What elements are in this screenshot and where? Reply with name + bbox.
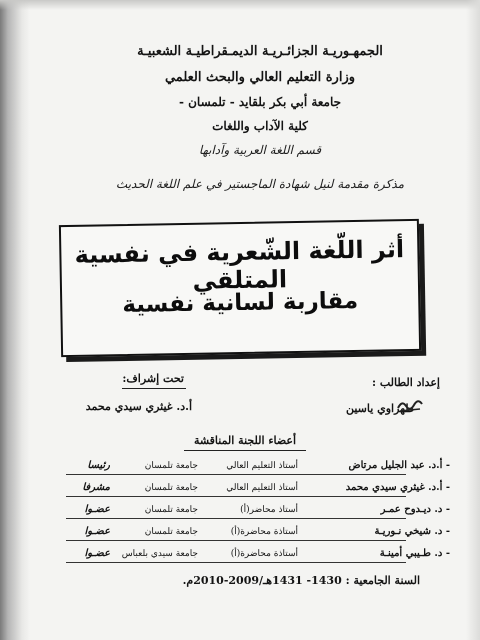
committee-member-rank: أستاذة محاضرة(أ) (230, 549, 298, 559)
committee-member-university: جامعة تلمسان (144, 527, 198, 537)
faculty-line: كلية الآداب واللغات (212, 119, 308, 133)
committee-member-university: جامعة تلمسان (144, 505, 198, 515)
title-frame (59, 219, 421, 357)
committee-member-name: - أ.د. غيثري سيدي محمد (345, 482, 450, 493)
thesis-note: مذكرة مقدمة لنيل شهادة الماجستير في علم اللغة الحديث (115, 177, 405, 191)
committee-member-role: مشرفا (82, 482, 110, 493)
committee-member-university: جامعة تلمسان (144, 461, 198, 471)
scan-shadow-top (0, 0, 480, 10)
department-line: قسم اللغة العربية وآدابها (198, 143, 322, 157)
committee-member-rank: أستاذ التعليم العالي (226, 461, 298, 471)
scan-shadow-left (0, 0, 30, 640)
ministry-line: وزارة التعليم العالي والبحث العلمي (164, 70, 356, 85)
committee-row-rule (66, 540, 406, 541)
student-label: إعداد الطالب : (371, 376, 440, 389)
supervisor-label: تحت إشراف: (122, 372, 184, 385)
university-line: جامعة أبي بكر بلقايد - تلمسان - (178, 95, 342, 109)
thesis-subtitle: مقاربة لسانية نفسية (122, 287, 359, 319)
committee-heading-underline (184, 450, 306, 451)
committee-member-name: - د. شيخي نـوريـة (374, 526, 450, 537)
committee-member-role: عضـوا (84, 548, 110, 559)
committee-row-rule (66, 496, 406, 497)
committee-member-university: جامعة تلمسان (144, 483, 198, 493)
committee-member-university: جامعة سيدي بلعباس (121, 549, 198, 559)
thesis-title: أثر اللّغة الشّعرية في نفسية المتلقي (74, 235, 405, 295)
committee-member-name: - د. طـيبي أمينـة (379, 548, 450, 559)
supervisor-name: أ.د. غيثري سيدي محمد (85, 400, 192, 413)
committee-heading: أعضاء اللجنة المناقشة (193, 434, 297, 447)
committee-member-name: - د. ديـدوح عمـر (380, 504, 450, 515)
student-name: طهراوي ياسين (345, 402, 414, 415)
republic-line: الجمهـوريـة الجزائـريـة الديمـقراطيـة الشعبيـة (137, 44, 383, 59)
committee-member-rank: أستاذ محاضر(أ) (240, 505, 298, 515)
committee-member-role: عضـوا (84, 504, 110, 515)
scan-shadow-right (466, 0, 480, 640)
committee-member-rank: أستاذ التعليم العالي (226, 483, 298, 493)
committee-member-role: رئيسا (87, 460, 110, 471)
committee-row-rule (66, 474, 406, 475)
signature-scribble-icon (396, 398, 424, 414)
committee-member-role: عضـوا (84, 526, 110, 537)
committee-row-rule (66, 562, 406, 563)
committee-member-name: - أ.د. عبد الجليل مرتاض (348, 460, 450, 471)
committee-member-rank: أستاذة محاضرة(أ) (230, 527, 298, 537)
academic-year: السنة الجامعية : 1430- 1431هـ/2009-2010م. (182, 574, 420, 587)
committee-row-rule (66, 518, 406, 519)
supervisor-label-underline (122, 388, 186, 389)
